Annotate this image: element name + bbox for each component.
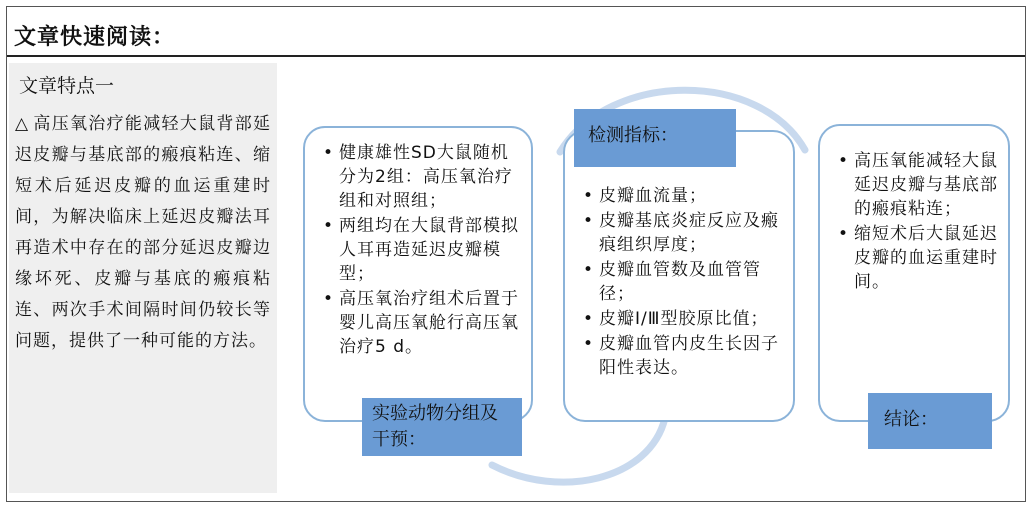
features-heading: 文章特点一 xyxy=(19,75,115,97)
method-list xyxy=(323,141,523,360)
method-item: • 两组均在大鼠背部模拟人耳再造延迟皮瓣模型； xyxy=(323,214,523,286)
method-label: 实验动物分组及干预： xyxy=(362,398,522,456)
indicators-label: 检测指标： xyxy=(574,109,736,167)
method-item: • 高压氧治疗组术后置于婴儿高压氧舱行高压氧治疗5 d。 xyxy=(323,287,523,359)
indicator-item: • 皮瓣血管数及血管管径； xyxy=(583,258,783,306)
indicators-list xyxy=(583,184,783,381)
indicator-item: • 皮瓣Ⅰ/Ⅲ型胶原比值； xyxy=(583,307,783,331)
method-item: • 健康雄性SD大鼠随机分为2组：高压氧治疗组和对照组； xyxy=(323,141,523,213)
conclusion-item: • 高压氧能减轻大鼠延迟皮瓣与基底部的瘢痕粘连； xyxy=(838,149,1004,221)
indicator-item: • 皮瓣基底炎症反应及瘢痕组织厚度； xyxy=(583,209,783,257)
conclusion-label: 结论： xyxy=(868,393,992,449)
page-title: 文章快速阅读： xyxy=(14,25,176,50)
conclusion-item: • 缩短术后大鼠延迟皮瓣的血运重建时间。 xyxy=(838,222,1004,294)
features-paragraph: 高压氧治疗能减轻大鼠背部延迟皮瓣与基底部的瘢痕粘连、缩短术后延迟皮瓣的血运重建时间，为解决临床上延迟皮瓣法耳再造术中存在的部分延迟皮瓣边缘坏死、皮瓣与基底的瘢痕粘连、两次手术间隔时间仍较长等问题，提供了一种可能的方法。 xyxy=(15,114,272,351)
triangle-icon: △ xyxy=(15,114,30,134)
conclusion-card xyxy=(818,124,1010,422)
indicators-card xyxy=(563,130,795,422)
method-card xyxy=(303,126,533,422)
indicator-item: • 皮瓣血流量； xyxy=(583,184,783,208)
conclusion-list xyxy=(838,149,1004,295)
indicator-item: • 皮瓣血管内皮生长因子阳性表达。 xyxy=(583,332,783,380)
